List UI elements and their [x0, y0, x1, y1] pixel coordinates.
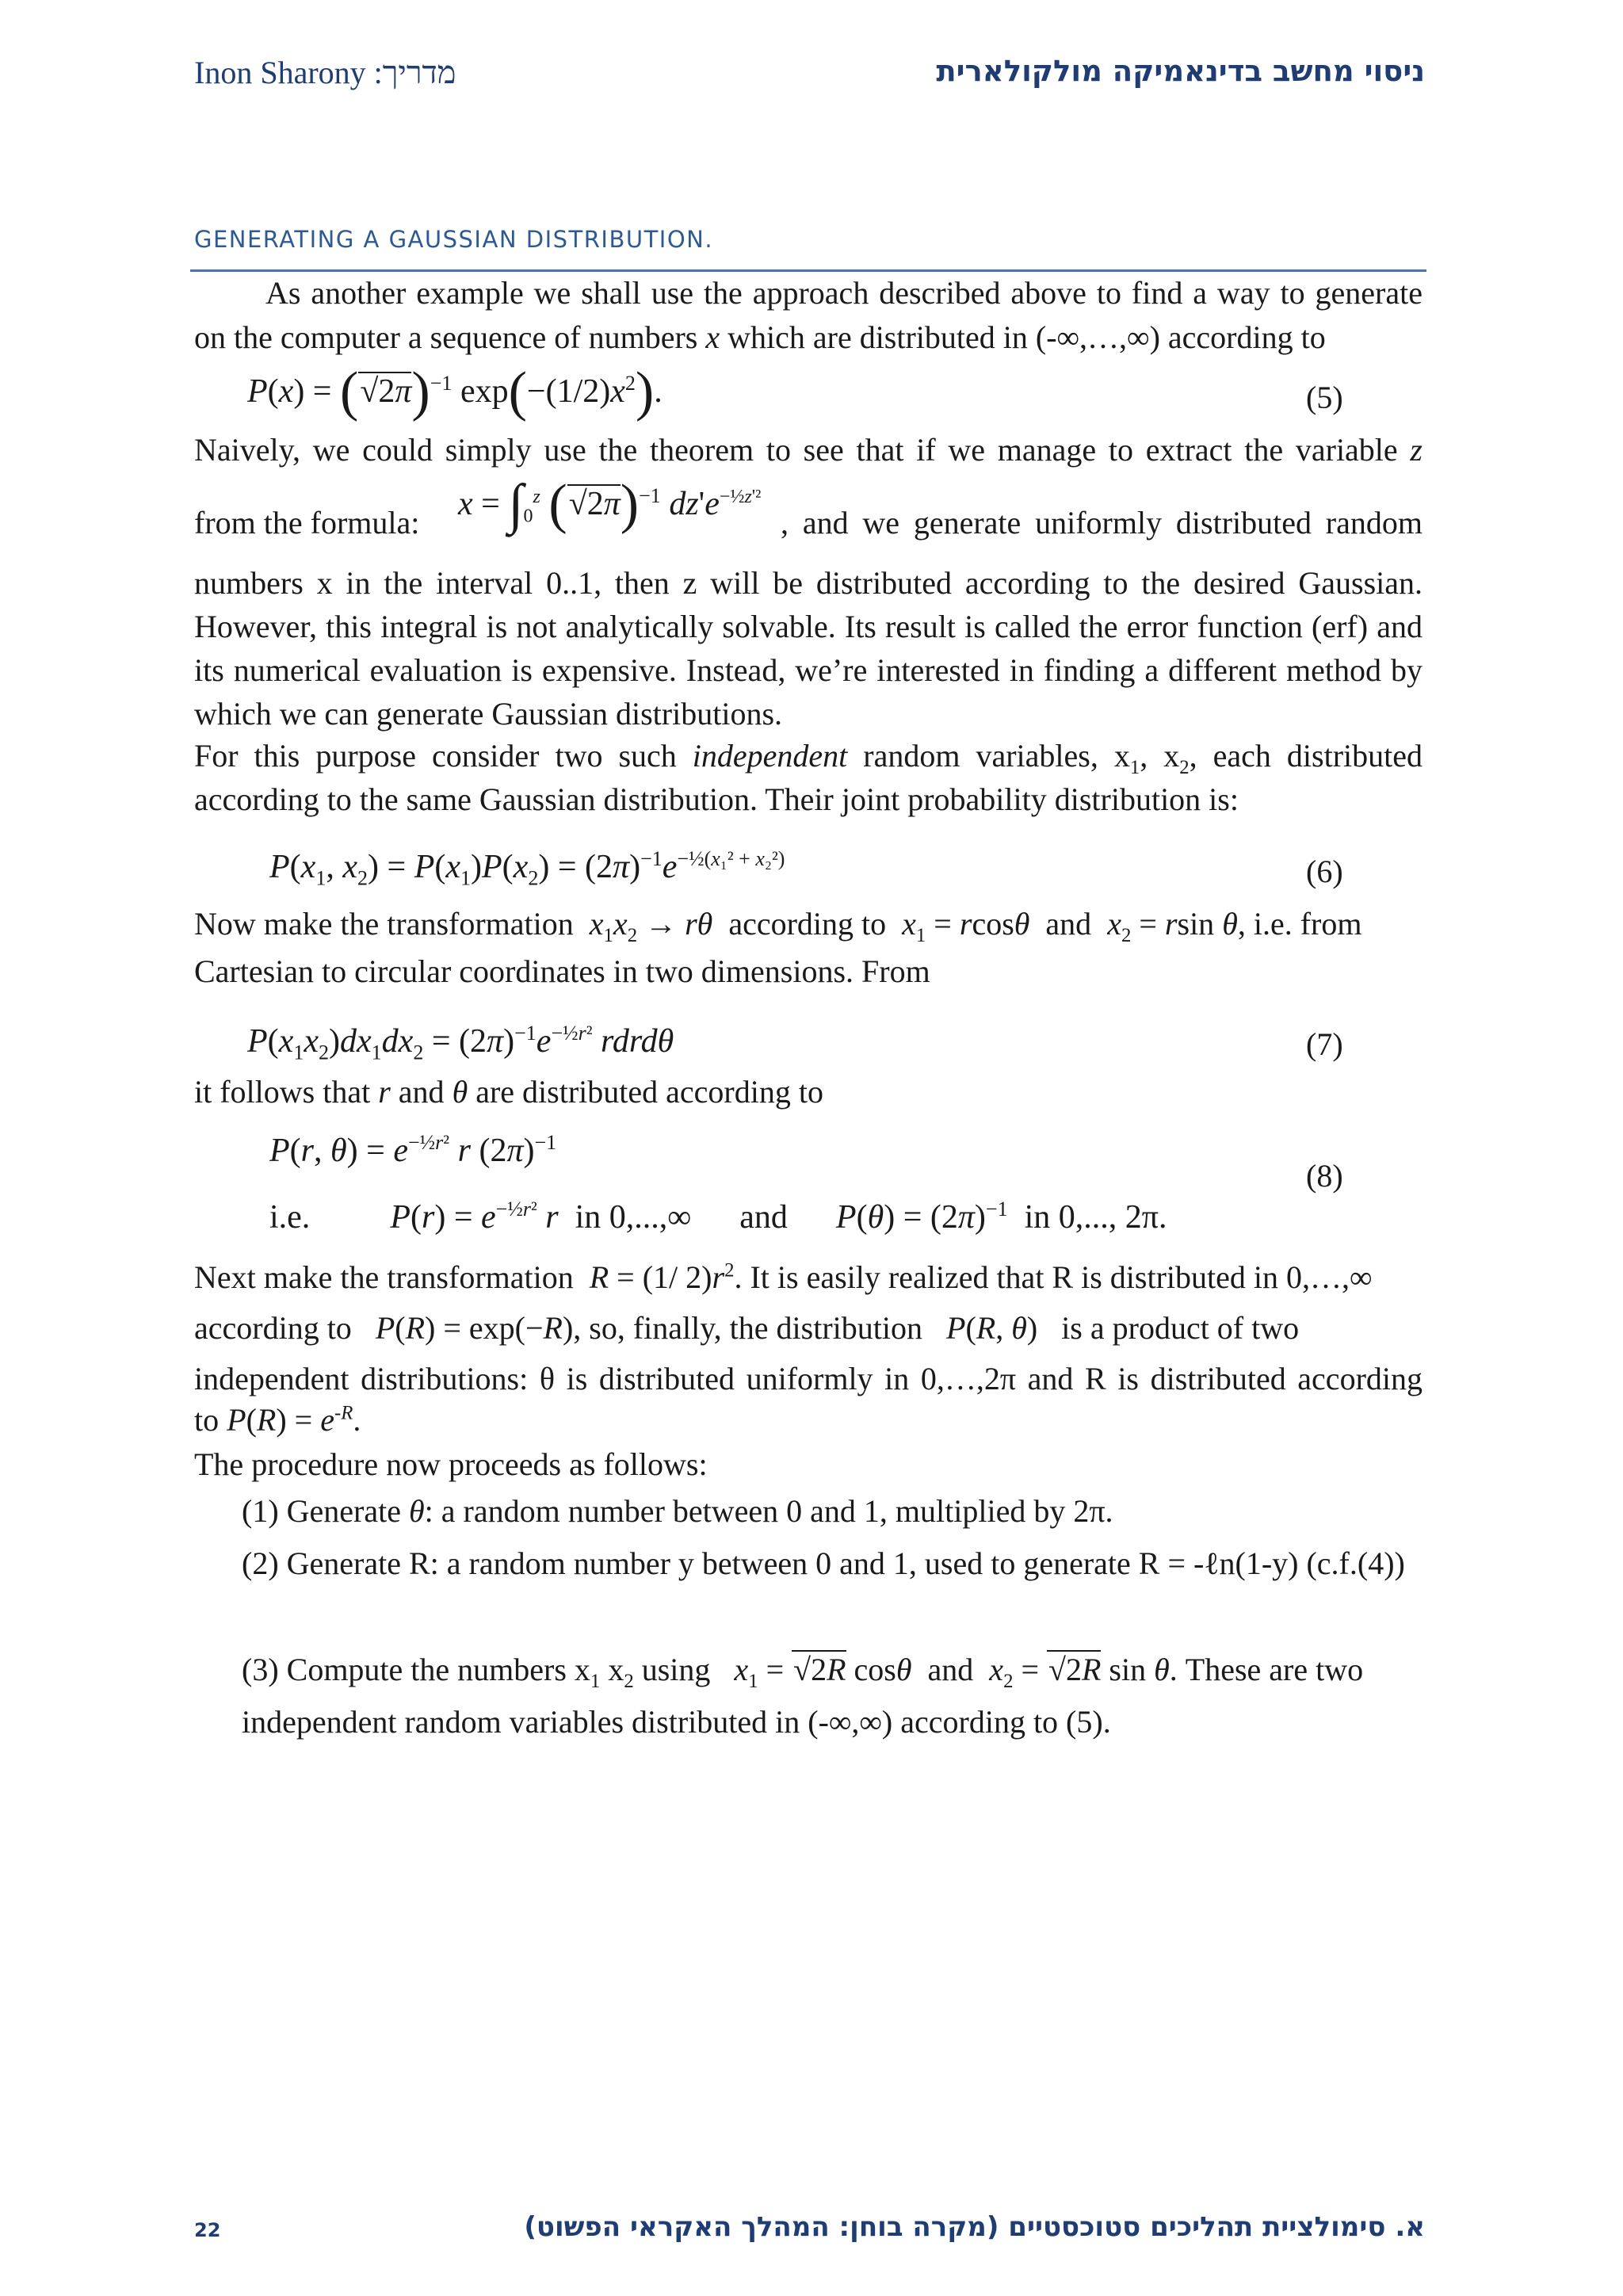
paragraph-4-line-1: Now make the transformation $x_1x_2 \to r\theta$ according to $x_1 = rcos\theta$ and $x_2 = rsin$ θ, i.e. from [194, 906, 1362, 946]
paragraph-2-line-1: Naively, we could simply use the theorem to see that if we manage to extract the variable z [194, 432, 1423, 468]
step-3-line-1: (3) Compute the numbers $x_1$ $x_2$ using $x_1 = √2R$ cosθ and $x_2 = √2R$ sin θ. These are two [242, 1652, 1364, 1692]
paragraph-2-rest: numbers x in the interval 0..1, then z will be distributed according to the desired Gaussian. However, this integral is not analytically solvable. Its result is called the error function (erf) and its numerical evaluation is expensive. Instead, we’re interested in finding a different method by which we can generate Gaussian distributions. [194, 565, 1423, 732]
step-1: (1) Generate θ: a random number between 0 and 1, multiplied by 2π. [242, 1493, 1113, 1529]
paragraph-4-line-2: Cartesian to circular coordinates in two dimensions. From [194, 953, 930, 989]
equation-6-number: (6) [1306, 854, 1343, 889]
equation-8-line-1: P(r, $\theta) = e^{-\frac{1}{2}r^2}$ r $(2\pi)^{-1}$ [269, 1131, 557, 1169]
equation-8-line-2: i.e. $P(r) = e^{-\frac{1}{2}r^2}$ r in 0,...,∞ and $P(\theta) = (2\pi)^{-1}$ in 0,..., 2π. [269, 1198, 1167, 1236]
equation-6: $P(x_1$, $x_2) = P(x_1)P(x_2) = (2\pi)^{-1}e^{-\frac{1}{2}(x_1^2 + x_2^2)}$ [269, 847, 785, 890]
equation-7: $P(x_1x_2)dx_1dx_2 = (2\pi)^{-1}e^{-\frac{1}{2}r^2}$ rdrdθ [247, 1022, 674, 1064]
paragraph-1-line-1: As another example we shall use the approach described above to find a way to generate [265, 275, 1423, 311]
equation-5-number: (5) [1306, 380, 1343, 415]
paragraph-7: The procedure now proceeds as follows: [194, 1446, 708, 1482]
equation-erf-integral: $x = \int_0^z$ $(√2\pi)^{-1}$ $dz'e^{-\frac{1}{2}z'^2}$ [458, 474, 762, 535]
equation-8-number: (8) [1306, 1158, 1343, 1194]
equation-5: $P(x) = (√2\pi)^{-1}$ $\exp(-(1/2)x^2)$. [247, 361, 663, 422]
paragraph-5: it follows that r and θ are distributed according to [194, 1074, 823, 1110]
paragraph-2-line-2: from the formula: [194, 505, 420, 541]
header-course-title: ניסוי מחשב בדינאמיקה מולקולארית [936, 54, 1425, 88]
step-2: (2) Generate R: a random number y between 0 and 1, used to generate R = -ℓn(1-y) (c.f.(4)) [242, 1545, 1405, 1581]
page-number: 22 [194, 2219, 221, 2241]
section-title: GENERATING A GAUSSIAN DISTRIBUTION. [194, 226, 714, 253]
paragraph-2-line-2-end: , and we generate uniformly distributed random [781, 505, 1423, 541]
paragraph-6-line-4: to $P(R) = e^{-R}$. [194, 1402, 361, 1438]
paragraph-6-line-2: according to P(R) = exp(−R), so, finally, the distribution P(R, θ) is a product of two [194, 1310, 1300, 1346]
paragraph-6-line-1: Next make the transformation R = (1/ $2)r^2$. It is easily realized that R is distributed in 0,…,∞ [194, 1259, 1373, 1295]
paragraph-6-line-3: independent distributions: θ is distributed uniformly in 0,…,2π and R is distributed according [194, 1361, 1423, 1396]
footer-chapter-title: א. סימולציית תהליכים סטוכסטיים (מקרה בוחן: המהלך האקראי הפשוט) [524, 2211, 1425, 2243]
step-3-line-2: independent random variables distributed in (-∞,∞) according to (5). [242, 1704, 1111, 1740]
equation-7-number: (7) [1306, 1026, 1343, 1062]
paragraph-1-line-2: on the computer a sequence of numbers x which are distributed in (-∞,…,∞) according to [194, 319, 1326, 355]
paragraph-3: For this purpose consider two such independent random variables, $x_1$, $x_2$, each distributed according to the same Gaussian distribution. Their joint probability distribution is: [194, 738, 1423, 817]
header-author: Inon Sharony :מדריך [194, 55, 456, 90]
